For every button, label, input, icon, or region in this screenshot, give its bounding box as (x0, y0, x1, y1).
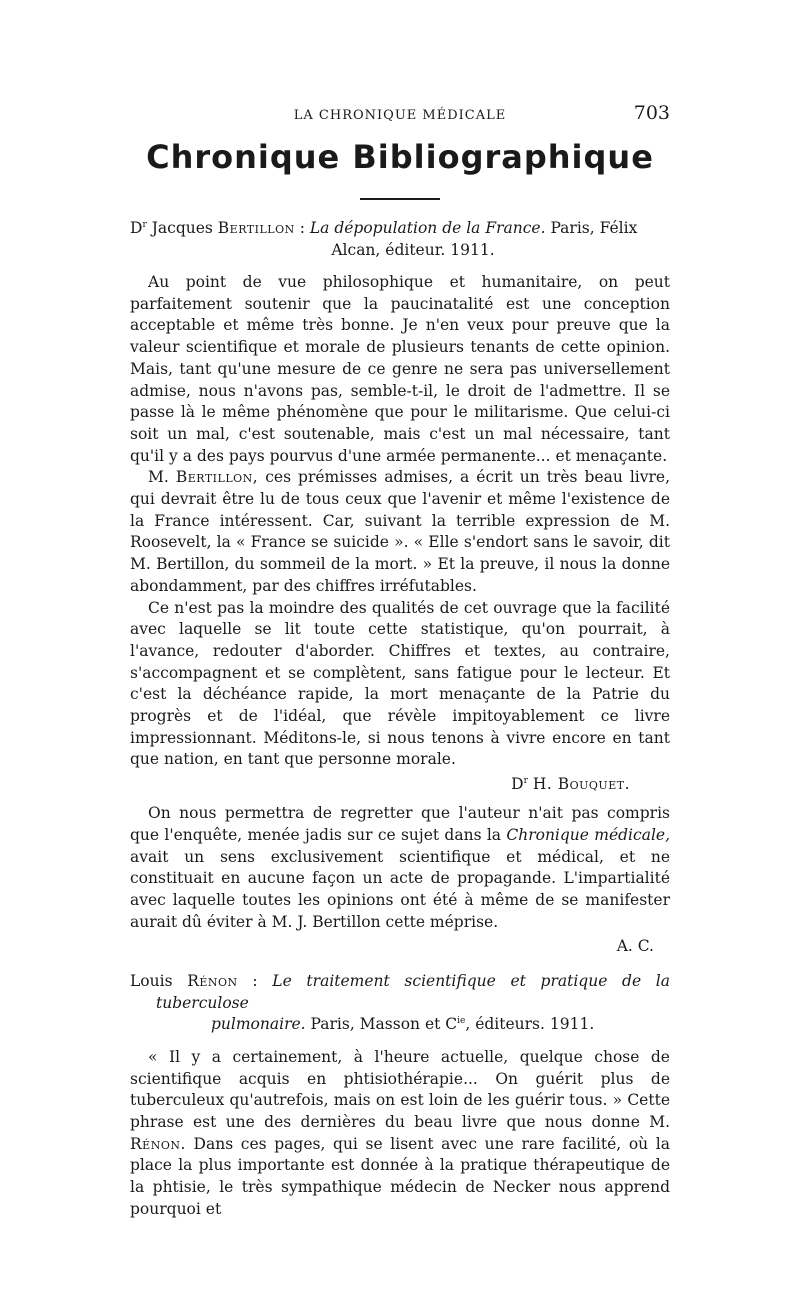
review1-paragraph-2 (130, 467, 670, 597)
publisher-line1: Paris, Félix (550, 219, 638, 237)
para2-lead: M. (148, 468, 169, 487)
book-title: La dépopulation de la France. (309, 219, 546, 237)
author-last-name: Bertillon (217, 219, 295, 237)
review1-heading (130, 218, 670, 261)
comment-italic-ref: Chronique médicale, (506, 825, 670, 844)
review2-text-b: Dans ces pages, qui se lisent avec une rare facilité, où la place la plus importante est donnée à la pratique thérapeutique de la phtisie, le très sympathique médecin de Necker nous apprend pourquoi et (130, 1134, 670, 1218)
book2-title-line2-wrap (156, 1014, 670, 1036)
book2-title-line1: Le traitement scientifique et pratique de la tuberculose (156, 972, 671, 1012)
para2-text: ces prémisses admises, a écrit un très beau livre, qui devrait être lu de tous ceux que l'avenir et même l'existence de la France intéressent. Car, suivant la terrible expression de M. Roosevelt, la « France se suicide ». « Elle s'endort sans le savoir, dit M. Bertillon, du sommeil de la mort. » Et la preuve, il nous la donne abondamment, par des chiffres irréfutables. (130, 468, 670, 595)
heading-separator: : (299, 219, 305, 237)
review1-comment-paragraph (130, 803, 670, 933)
author2-first-name: Louis (130, 972, 173, 991)
section-title: Chronique Bibliographique (146, 138, 654, 176)
comment-text-b: avait un sens exclusivement scientifique et médical, et ne constituait en aucune façon un acte de propagande. L'impartialité avec laquelle toutes les opinions ont été à même de se manifester aurait dû éviter à M. J. Bertillon cette méprise. (130, 847, 670, 931)
publisher-line2: Alcan, éditeur. 1911. (331, 240, 495, 259)
book2-title-line2: pulmonaire. (211, 1015, 306, 1034)
running-head (130, 100, 670, 130)
comment-signature: A. C. (616, 937, 654, 956)
review2-heading (130, 971, 670, 1036)
author-first-name: Jacques (151, 219, 213, 237)
author2-last-name: Rénon (187, 972, 238, 991)
publisher2-b: , éditeurs. 1911. (465, 1015, 595, 1034)
comment-text-a: On nous permettra de regretter que l'auteur n'ait pas compris que l'enquête, menée jadis sur ce sujet dans la (130, 804, 670, 844)
document-page (130, 100, 670, 1221)
author-prefix-sup: r (142, 219, 147, 230)
heading2-separator: : (252, 972, 258, 991)
review1-signature (130, 773, 630, 795)
signature-sup: r (523, 776, 528, 787)
publisher2-a: Paris, Masson et C (310, 1015, 458, 1034)
title-rule (360, 198, 440, 200)
signature-prefix: D (511, 775, 524, 794)
review2-name: Rénon. (130, 1134, 186, 1153)
author-prefix: D (130, 219, 143, 237)
review2-text-a: « Il y a certainement, à l'heure actuelle, quelque chose de scientifique acquis en phtisiothérapie... On guérit plus de tuberculeux qu'autrefois, mais on est loin de les guérir tous. » Cette phrase est une des dernières du beau livre que nous donne M. (130, 1047, 670, 1131)
signature-name: H. Bouquet. (532, 775, 630, 794)
running-title: LA CHRONIQUE MÉDICALE (293, 108, 507, 123)
para2-name: Bertillon, (175, 468, 259, 487)
page-number: 703 (633, 102, 670, 124)
review1-paragraph-1: Au point de vue philosophique et humanitaire, on peut parfaitement soutenir que la paucinatalité est une conception acceptable et même très bonne. Je n'en veux pour preuve que la valeur scientifique et morale de plusieurs tenants de cette opinion. Mais, tant qu'une mesure de ce genre ne sera pas universellement admise, nous n'avons pas, semble-t-il, le droit de l'admettre. Il se passe là le même phénomène que pour le militarisme. Que celui-ci soit un mal, c'est soutenable, mais c'est un mal nécessaire, tant qu'il y a des pays pourvus d'une armée permanente... et menaçante. (130, 273, 670, 465)
publisher2-sup: ie (457, 1016, 466, 1027)
review1-paragraph-3: Ce n'est pas la moindre des qualités de cet ouvrage que la facilité avec laquelle se lit toute cette statistique, qu'on pourrait, à l'avance, redouter d'aborder. Chiffres et textes, au contraire, s'accompagnent et se complètent, sans fatigue pour le lecteur. Et c'est la déchéance rapide, la mort menaçante de la Patrie du progrès et de l'idéal, que révèle impitoyablement ce livre impressionnant. Méditons-le, si nous tenons à vivre encore en tant que nation, en tant que personne morale. (130, 598, 670, 769)
review2-paragraph-1 (130, 1047, 670, 1221)
